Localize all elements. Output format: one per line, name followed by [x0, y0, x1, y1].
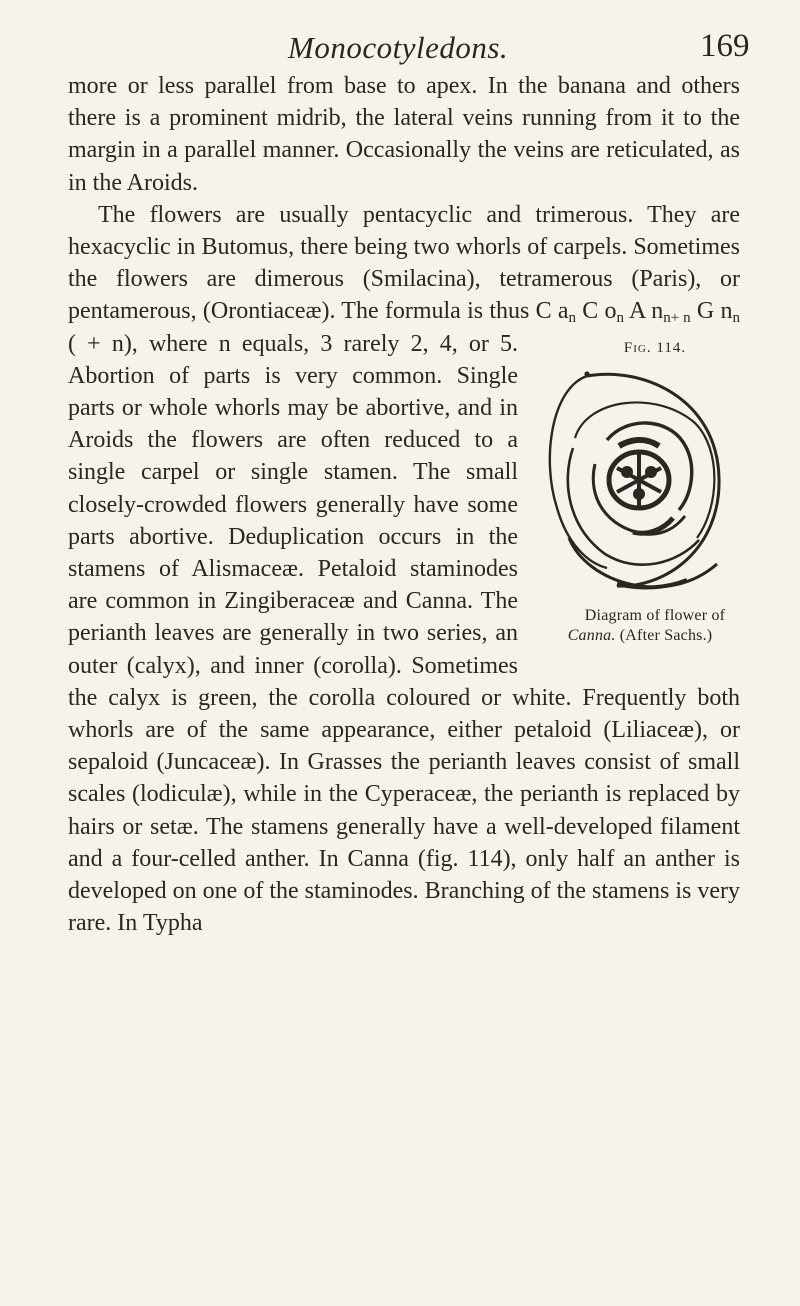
- outer-whorl-left: [550, 376, 607, 568]
- subscript-n: n: [616, 310, 625, 327]
- caption-attribution: (After Sachs.): [615, 626, 713, 644]
- paragraph-2-part-e: ( + n), where n equals, 3 rarely 2, 4, or 5. Abortion of parts is very common. Single parts or whole whorls may be abortive, and in Aroids the flowers are often reduced to a single carpel or single stamen. The small closely-crowded flowers generally have some parts abortive. Deduplication occurs in the stamens of Alismaceæ. Petaloid staminodes are common in Zingiberaceæ and Canna. The perianth leaves are generally in two series, an outer (calyx), and inner (corolla). Sometimes the calyx is green, the corolla coloured or white. Frequently both whorls are of the same appearance, either petaloid (Liliaceæ), or sepaloid (Juncaceæ). In Grasses the perianth leaves consist of small scales (lodiculæ), while in the Cyperaceæ, the perianth is replaced by hairs or setæ. The stamens generally have a well-developed filament and a four-celled anther. In Canna (fig. 114), only half an anther is developed on one of the staminodes. Branching of the stamens is very rare. In Typha: [68, 330, 740, 937]
- paragraph-2-part-c: A n: [624, 298, 664, 325]
- running-head: [0, 24, 800, 70]
- figure-caption: [540, 606, 740, 646]
- paragraph-1: more or less parallel from base to apex. In the banana and others there is a prominent midrib, the lateral veins running from it to the margin in a parallel manner. Occasionally the veins are reticulated, as in the Aroids.: [68, 73, 740, 196]
- caption-genus: Canna.: [567, 626, 616, 644]
- paragraph-2-part-b: C o: [576, 298, 617, 325]
- subscript-n: n: [732, 310, 740, 327]
- caption-text: Diagram of flower of: [584, 606, 726, 624]
- ovule: [621, 466, 633, 478]
- body-text: [68, 70, 740, 939]
- flower-diagram-drawing: [547, 368, 733, 604]
- page-number: 169: [700, 28, 750, 64]
- paragraph-2: [68, 199, 740, 940]
- ovule: [645, 466, 657, 478]
- subscript-n: n: [568, 310, 576, 327]
- paragraph-2-part-d: G n: [690, 298, 733, 325]
- ovule: [633, 488, 645, 500]
- paragraph-2-part-a: The flowers are usually pentacyclic and trimerous. They are hexacyclic in Butomus, there being two whorls of carpels. Sometimes the flowers are dimerous (Smilacina), tetramerous (Paris), or pentamerous, (Orontiaceæ). The formula is thus C a: [68, 201, 740, 325]
- figure-114: [540, 332, 740, 662]
- running-title: Monocotyledons.: [288, 30, 509, 65]
- figure-label: Fig. 114.: [623, 339, 687, 356]
- half-anther: [619, 440, 659, 446]
- subscript-n-plus-n: n+ n: [663, 310, 691, 327]
